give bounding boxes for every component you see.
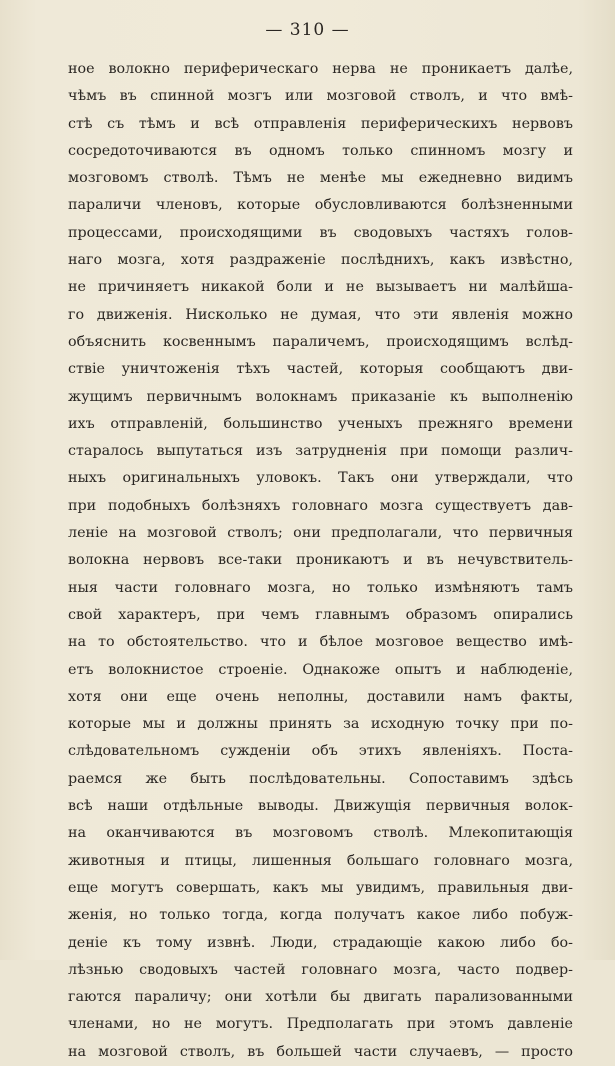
- text-line: стѣ съ тѣмъ и всѣ отправленія периферическихъ нервовъ: [68, 115, 573, 132]
- text-line: етъ волокнистое строеніе. Однакоже опытъ и наблюденіе,: [68, 661, 573, 678]
- text-line: ствіе уничтоженія тѣхъ частей, которыя сообщаютъ дви-: [68, 361, 573, 378]
- text-line: при подобныхъ болѣзняхъ головнаго мозга существуетъ дав-: [68, 497, 573, 514]
- text-line: слѣдовательномъ сужденіи объ этихъ явленіяхъ. Поста-: [68, 743, 573, 760]
- text-line: которые мы и должны принять за исходную точку при по-: [68, 716, 573, 733]
- text-line: свой характеръ, при чемъ главнымъ образомъ опирались: [68, 606, 573, 623]
- text-line: объяснить косвеннымъ параличемъ, происходящимъ вслѣд-: [68, 333, 573, 350]
- text-line: членами, но не могутъ. Предполагать при этомъ давленіе: [68, 1016, 573, 1033]
- text-line: сосредоточиваются въ одномъ только спинномъ мозгу и: [68, 142, 573, 159]
- text-line: всѣ наши отдѣльные выводы. Движущія первичныя волок-: [68, 798, 573, 815]
- text-line: леніе на мозговой стволъ; они предполагали, что первичныя: [68, 525, 573, 542]
- text-line: го движенія. Нисколько не думая, что эти явленія можно: [68, 306, 573, 323]
- text-line: на то обстоятельство. что и бѣлое мозговое вещество имѣ-: [68, 634, 573, 651]
- text-line: на оканчиваются въ мозговомъ стволѣ. Млекопитающія: [68, 825, 573, 842]
- text-line: деніе къ тому извнѣ. Люди, страдающіе какою либо бо-: [68, 934, 573, 951]
- text-line: не причиняетъ никакой боли и не вызываетъ ни малѣйша-: [68, 279, 573, 296]
- text-line: ное волокно периферическаго нерва не проникаетъ далѣе,: [68, 61, 573, 77]
- body-text: [68, 56, 573, 1066]
- text-line: параличи членовъ, которые обусловливаются болѣзненными: [68, 197, 573, 214]
- text-line: волокна нервовъ все-таки проникаютъ и въ нечувствитель-: [68, 552, 573, 569]
- text-line: на мозговой стволъ, въ большей части случаевъ, — просто: [68, 1043, 573, 1060]
- text-line: животныя и птицы, лишенныя большаго головнаго мозга,: [68, 852, 573, 869]
- text-line: ихъ отправленій, большинство ученыхъ прежняго времени: [68, 415, 573, 432]
- text-line: старалось выпутаться изъ затрудненія при помощи различ-: [68, 443, 573, 460]
- page-number: — 310 —: [265, 20, 350, 40]
- text-line: процессами, происходящими въ сводовыхъ частяхъ голов-: [68, 224, 573, 241]
- text-line: чѣмъ въ спинной мозгъ или мозговой стволъ, и что вмѣ-: [68, 88, 573, 105]
- text-line: гаются параличу; они хотѣли бы двигать парализованными: [68, 989, 573, 1006]
- text-line: раемся же быть послѣдовательны. Сопоставимъ здѣсь: [68, 770, 573, 787]
- text-line: наго мозга, хотя раздраженіе послѣднихъ, какъ извѣстно,: [68, 252, 573, 269]
- text-line: жущимъ первичнымъ волокнамъ приказаніе къ выполненію: [68, 388, 573, 405]
- text-line: лѣзнью сводовыхъ частей головнаго мозга, часто подвер-: [68, 961, 573, 978]
- text-line: ныхъ оригинальныхъ уловокъ. Такъ они утверждали, что: [68, 470, 573, 487]
- text-line: еще могутъ совершать, какъ мы увидимъ, правильныя дви-: [68, 879, 573, 896]
- text-line: мозговомъ стволѣ. Тѣмъ не менѣе мы ежедневно видимъ: [68, 170, 573, 187]
- text-line: ныя части головнаго мозга, но только измѣняютъ тамъ: [68, 579, 573, 596]
- text-line: женія, но только тогда, когда получатъ какое либо побуж-: [68, 907, 573, 924]
- text-line: хотя они еще очень неполны, доставили намъ факты,: [68, 688, 573, 705]
